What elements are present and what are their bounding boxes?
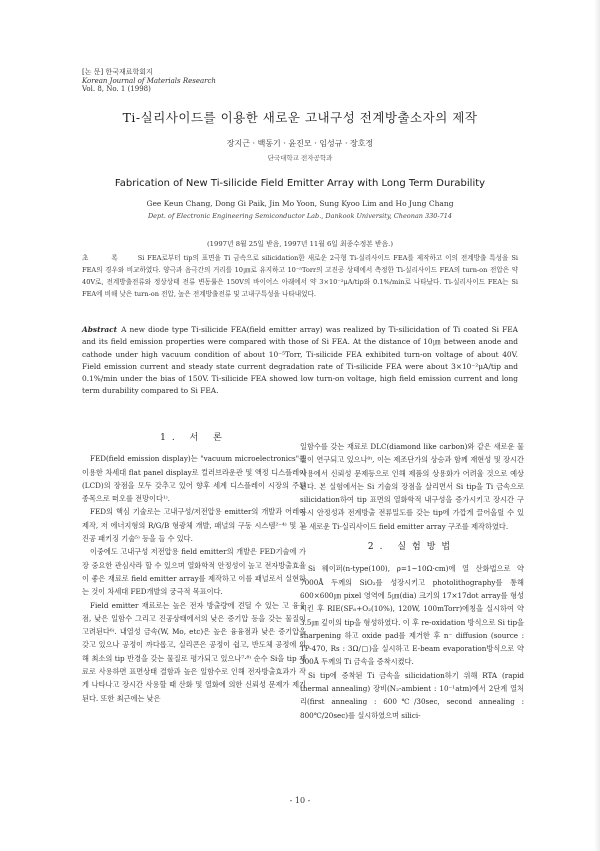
- intro-paragraph-4: Field emitter 재료로는 높은 전자 방출량에 견딜 수 있는 고 융융점, 낮은 일함수 그리고 진공상태에서의 낮은 증기압 등을 갖는 물질이 고려된다⁶⁾. 내열성 금속(W, Mo, etc)은 높은 융융점과 낮은 증기압을 갖고 있으나 공정이 까다롭고, 실리콘은 공정이 쉽고, 반도체 공정에 의해 최소의 tip 반경을 갖는 물질로 평가되고 있으나⁷·⁸⁾ 순수 Si을 tip 재료로 사용하면 표면상태 결함과 높은 일함수로 인해 전자방출효과가 작게 나타나고 장시간 사용할 때 산화 및 열화에 의한 신뢰성 문제가 제기된다. 또한 최근에는 낮은: [82, 600, 306, 703]
- intro-paragraph-1: FED(field emission display)는 "vacuum microelectronics"를 이용한 차세대 flat panel display로 컬러브라운관 및 액정 디스플레이(LCD)의 장점을 모두 갖추고 있어 향후 세계 디스플레이 시장의 주된 종목으로 떠오를 전망이다¹⁾.: [82, 454, 306, 504]
- abstract-english: [82, 324, 518, 398]
- section-heading-introduction: 1. 서 론: [160, 433, 228, 443]
- scan-edge-shadow: [594, 0, 600, 851]
- affiliation-english: Dept. of Electronic Engineering Semiconductor Lab., Dankook University, Cheonan 330-714: [147, 212, 453, 220]
- abstract-korean-text: Si FEA로부터 tip의 표면을 Ti 금속으로 silicidation한 새로운 2극형 Ti-실리사이드 FEA를 제작하고 이의 전계방출 특성을 Si FEA의 경우와 비교하였다. 양극과 음극간의 거리를 10㎛로 유지하고 10⁻⁵Torr의 고진공 상태에서 측정한 Ti-실리사이드 FEA의 turn-on 전압은 약 40V로, 전계방출전류와 정상상태 전류 변동률은 150V의 바이어스 아래에서 약 3×10⁻²μA/tip와 0.1%/min로 나타났다. Ti-실리사이드 FEA는 Si FEA에 비해 낮은 turn-on 전압, 높은 전계방출전류 및 고내구특성을 나타내었다.: [82, 254, 518, 298]
- authors-korean: 장지근 · 백동기 · 윤진모 · 임성규 · 장호정: [226, 139, 374, 148]
- page-number: - 10 -: [289, 796, 311, 805]
- methods-paragraph-2: Si tip에 증착된 Ti 금속을 silicidation하기 위해 RTA (rapid thermal annealing) 장비(N₂-ambient : 10⁻¹atm)에서 2단계 열처리(first annealing : 600℃/30sec, second annealing : 800℃/20sec)를 실시하였으며 silici-: [300, 670, 524, 720]
- intro-paragraph-3: 이중에도 고내구성 저전압용 field emitter의 개발은 FED기술에 가장 중요한 관심사라 할 수 있으며 열화학적 안정성이 높고 전자방출효율이 좋은 재료로 field emitter array를 제작하고 이를 패널로서 실현하는 것이 차세대 FED개발의 궁극적 목표이다.: [82, 547, 306, 597]
- right-column: [300, 440, 524, 722]
- affiliation-korean: 단국대학교 전자공학과: [267, 154, 333, 162]
- title-english: Fabrication of New Ti-silicide Field Emitter Array with Long Term Durability: [114, 178, 486, 189]
- intro-paragraph-continued: 일함수를 갖는 재료로 DLC(diamond like carbon)와 같은 새로운 물질이 연구되고 있으나⁹⁾, 이는 제조단가의 상승과 함께 재현성 및 장시간 사용에서 신뢰성 문제등으로 인해 제품의 상용화가 어려울 것으로 예상된다. 본 실험에서는 Si 기술의 장점을 살리면서 Si tip을 Ti 금속으로 silicidation하여 tip 표면의 열화학적 내구성을 증가시키고 장시간 구동시 안정성과 전계방출 전류밀도를 갖는 tip에 가깝게 끌어올릴 수 있는 새로운 Ti-실리사이드 field emitter array 구조를 제작하였다.: [300, 442, 524, 531]
- abstract-korean: [82, 252, 518, 300]
- journal-volume: Vol. 8, No. 1 (1998): [82, 85, 151, 93]
- authors-english: Gee Keun Chang, Dong Gi Paik, Jin Mo Yoon, Sung Kyoo Lim and Ho Jung Chang: [146, 199, 454, 208]
- title-korean: Ti-실리사이드를 이용한 새로운 고내구성 전계방출소자의 제작: [122, 110, 478, 125]
- section-heading-methods: 2. 실험방법: [367, 542, 457, 553]
- journal-header: [82, 68, 216, 94]
- journal-name: Korean Journal of Materials Research: [82, 76, 216, 85]
- journal-category: [논 문] 한국재료학회지: [82, 68, 153, 76]
- abstract-english-text: A new diode type Ti-silicide FEA(field emitter array) was realized by Ti-silicidation of Ti coated Si FEA and its field emission properties were compared with those of Si FEA. At the distance of 10㎛ between anode and cathode under high vacuum condition of about 10⁻⁵Torr, Ti-silicide FEA exhibited turn-on voltage of about 40V. Field emission current and steady state current degradation rate of Ti-silicide FEA were about 3×10⁻²μA/tip and 0.1%/min under the bias of 150V. Ti-silicide FEA showed low turn-on voltage, high field emission current and long term durability compared to Si FEA.: [82, 325, 518, 396]
- abstract-english-label: Abstract: [82, 325, 118, 334]
- methods-paragraph-1: Si 웨이퍼(n-type(100), ρ=1~10Ω·cm)에 열 산화법으로 약 7000Å 두께의 SiO₂를 성장시키고 photolithography를 통해 600×600㎛ pixel 영역에 5㎛(dia) 크기의 17×17dot array를 형성시킨 후 RIE(SF₆+O₂(10%), 120W, 100mTorr)에칭을 실시하여 약 3.5㎛ 깊이의 tip을 형성하였다. 이 후 re-oxidation 방식으로 Si tip을 sharpening 하고 oxide pad를 제거한 후 n⁻ diffusion (source : TP-470, Rs : 3Ω/□)을 실시하고 E-beam evaporation방식으로 약 300Å 두께의 Ti 금속을 증착시켰다.: [300, 564, 524, 667]
- abstract-korean-label: 초 록: [82, 254, 128, 262]
- intro-paragraph-2: FED의 핵심 기술로는 고내구성/저전압용 emitter의 개발과 어레이 제작, 저 에너지형의 R/G/B 형광체 개발, 패널의 구동 시스템²⁻⁴⁾ 및 고진공 패키징 기술⁵⁾ 등을 들 수 있다.: [82, 507, 306, 544]
- left-column: [82, 432, 306, 705]
- received-dates: (1997년 8월 25일 받음, 1997년 11월 6일 최종수정본 받음.): [207, 240, 393, 248]
